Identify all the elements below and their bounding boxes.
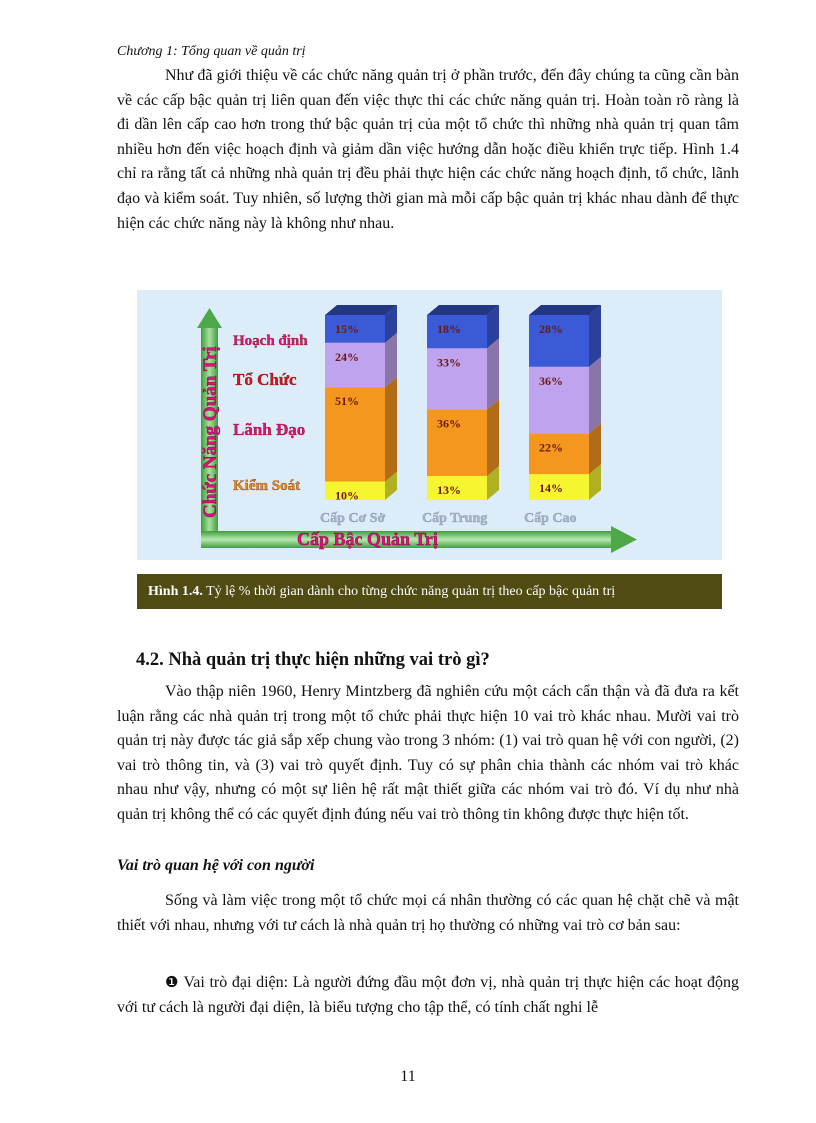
legend-label: Kiểm Soát — [233, 478, 301, 494]
bar-data-label: 14% — [539, 481, 563, 496]
running-header: Chương 1: Tổng quan về quản trị — [117, 44, 306, 59]
intro-paragraph: Như đã giới thiệu về các chức năng quản trị ở phần trước, đến đây chúng ta cũng cần bàn về các cấp bậc quản trị liên quan đến việc thực thi các chức năng quản trị. Hoàn toàn rõ ràng là đi dần lên cấp cao hơn trong thứ bậc quản trị của một tổ chức thì những nhà quản trị quan tâm nhiều hơn đến việc hoạch định và giảm dần việc hướng dẫn hoặc điều khiển trực tiếp. Hình 1.4 chỉ ra rằng tất cả những nhà quản trị đều phải thực hiện các chức năng hoạch định, tổ chức, lãnh đạo và kiểm soát. Tuy nhiên, số lượng thời gian mà mỗi cấp bậc quản trị khác nhau dành để thực hiện các chức năng này là không như nhau. — [117, 67, 739, 232]
bar-segment-lãnh-đạo-2 — [427, 399, 499, 476]
section-paragraph: Vào thập niên 1960, Henry Mintzberg đã nghiên cứu một cách cẩn thận và đã đưa ra kết luận rằng các nhà quản trị trong một tổ chức phải thực hiện 10 vai trò khác nhau. Mười vai trò quản trị này được tác giả sắp xếp chung vào trong 3 nhóm: (1) vai trò quan hệ với con người, (2) vai trò thông tin, và (3) vai trò quyết định. Tuy có sự phân chia thành các nhóm vai trò khác nhau như vậy, nhưng có một sự liên hệ rất mật thiết giữa các nhóm vai trò đó. Ví dụ như nhà quản trị không thể có các quyết định đúng nếu vai trò thông tin không được thực hiện tốt. — [117, 683, 739, 823]
section-heading: 4.2. Nhà quản trị thực hiện những vai trò gì? — [136, 650, 490, 670]
bullet-paragraph — [117, 970, 739, 1020]
bar-data-label: 22% — [539, 440, 563, 455]
figure-chart — [137, 290, 722, 560]
bar-data-label: 24% — [335, 349, 359, 364]
category-label: Cấp Cơ Sở — [320, 511, 386, 526]
bar-data-label: 10% — [335, 488, 359, 503]
bar-data-label: 15% — [335, 322, 359, 336]
bar-data-label: 36% — [539, 373, 563, 388]
figure-caption — [137, 574, 722, 609]
page-number: 11 — [400, 1068, 416, 1085]
bar-segment-tổ-chức-2 — [427, 338, 499, 409]
stacked-bar-chart — [137, 290, 722, 560]
role-paragraph: Sống và làm việc trong một tổ chức mọi cá nhân thường có các quan hệ chặt chẽ và mật thiết với nhau, nhưng với tư cách là nhà quản trị họ thường có những vai trò cơ bản sau: — [117, 892, 739, 934]
bar-segment-tổ-chức-3 — [529, 357, 601, 434]
bar-data-label: 36% — [437, 416, 461, 431]
legend-label: Lãnh Đạo — [233, 420, 306, 439]
bar-segment-lãnh-đạo-1 — [325, 377, 397, 481]
subheading: Vai trò quan hệ với con người — [117, 857, 315, 874]
caption-label: Hình 1.4. — [148, 584, 203, 599]
caption-text: Tỷ lệ % thời gian dành cho từng chức năng quản trị theo cấp bậc quản trị — [206, 584, 616, 599]
y-axis-label: Chức Năng Quản Trị — [200, 346, 221, 518]
category-label: Cấp Trung — [422, 511, 488, 526]
legend-label: Tổ Chức — [233, 370, 297, 389]
bar-data-label: 18% — [437, 322, 461, 336]
category-label: Cấp Cao — [524, 511, 577, 526]
bar-data-label: 33% — [437, 355, 461, 370]
bullet-icon: ❶ — [165, 973, 180, 991]
bar-data-label: 28% — [539, 322, 563, 336]
bar-data-label: 51% — [335, 394, 359, 409]
bar-data-label: 13% — [437, 482, 461, 497]
x-axis-label: Cấp Bậc Quản Trị — [297, 529, 438, 549]
legend-label: Hoạch định — [233, 333, 308, 349]
bullet-text: Vai trò đại diện: Là người đứng đầu một đơn vị, nhà quản trị thực hiện các hoạt động với tư cách là người đại diện, là biểu tượng cho tập thể, có tính chất nghi lễ — [117, 974, 739, 1016]
